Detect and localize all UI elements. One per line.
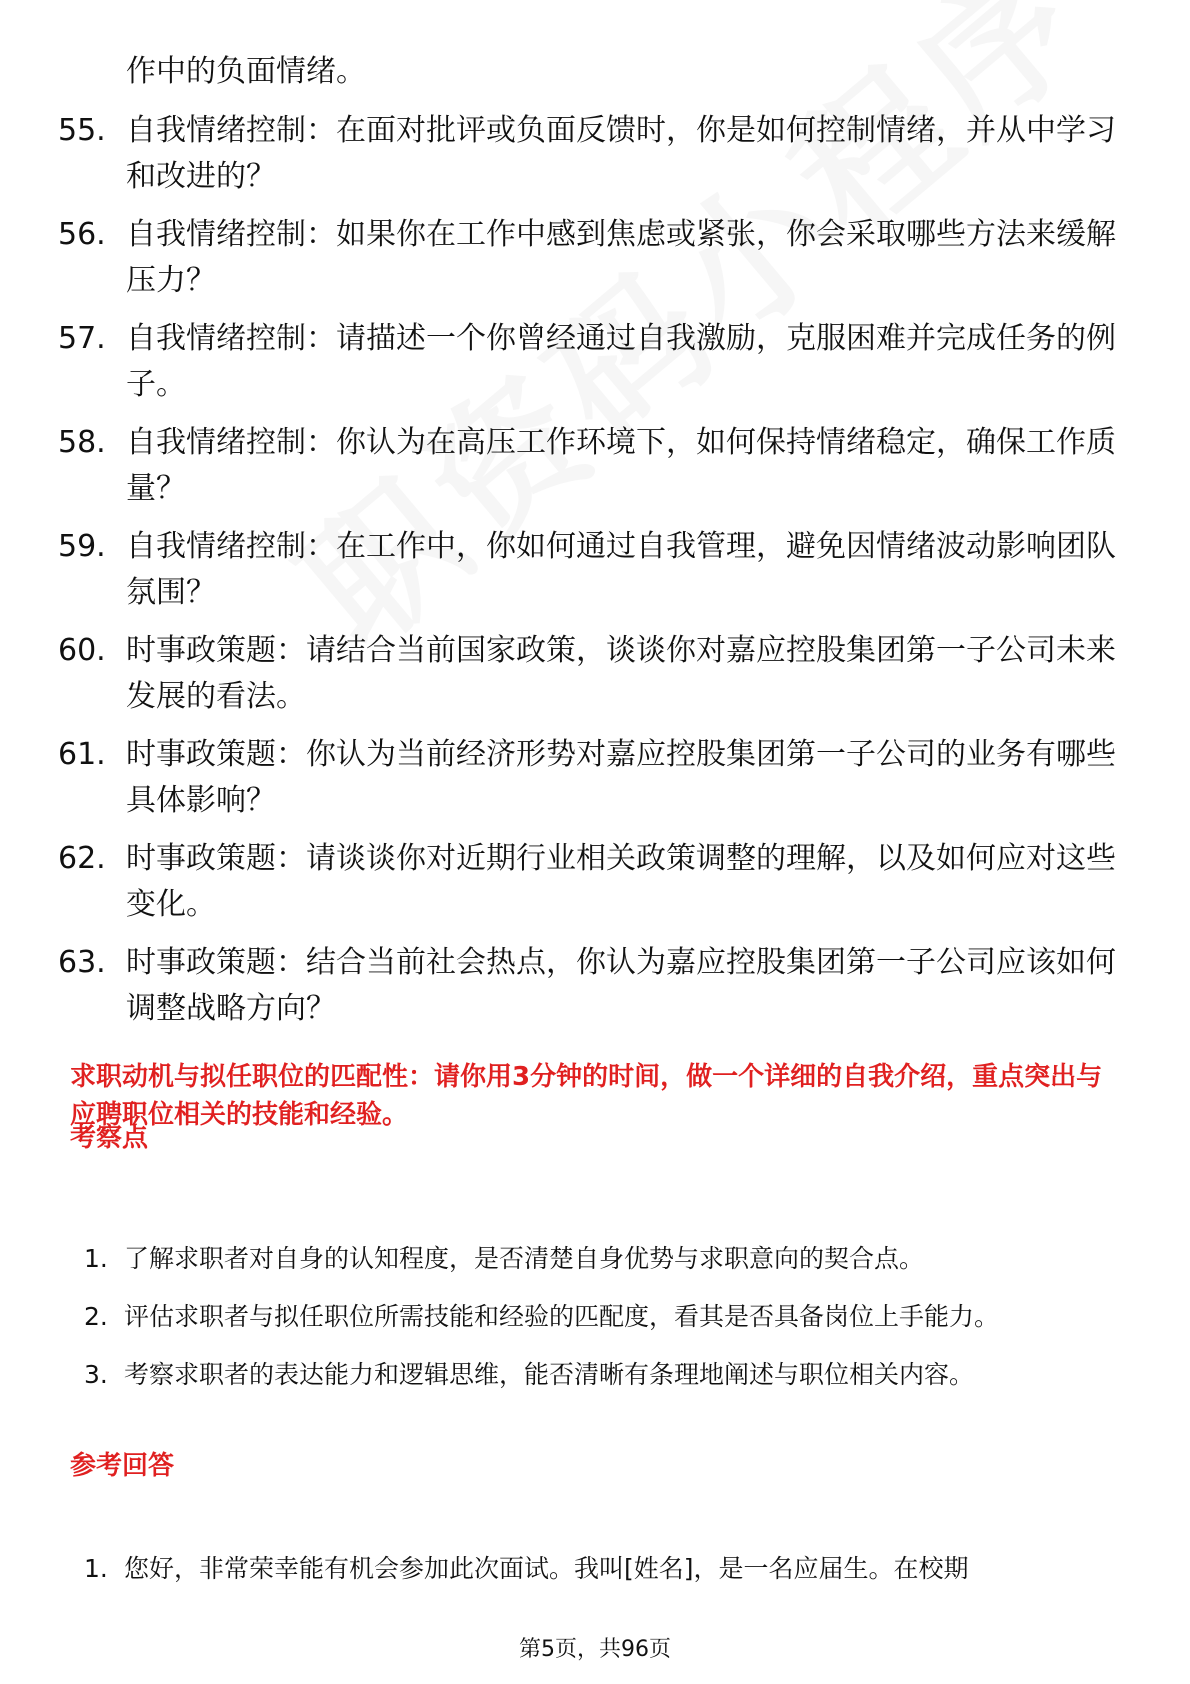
question-number: 58. — [58, 425, 106, 460]
question-number: 59. — [58, 529, 106, 564]
question-number: 60. — [58, 633, 106, 668]
question-item — [58, 940, 1118, 1032]
assessment-item — [84, 1230, 1124, 1288]
question-item — [58, 628, 1118, 720]
question-text: 自我情绪控制：你认为在高压工作环境下，如何保持情绪稳定，确保工作质量？ — [126, 425, 1116, 506]
assessment-list — [84, 1230, 1124, 1404]
question-text: 自我情绪控制：请描述一个你曾经通过自我激励，克服困难并完成任务的例子。 — [126, 321, 1116, 402]
question-text: 自我情绪控制：如果你在工作中感到焦虑或紧张，你会采取哪些方法来缓解压力？ — [126, 217, 1116, 298]
question-number: 57. — [58, 321, 106, 356]
question-number: 63. — [58, 945, 106, 980]
question-item — [58, 732, 1118, 824]
reference-list — [84, 1540, 1124, 1598]
question-text: 自我情绪控制：在面对批评或负面反馈时，你是如何控制情绪，并从中学习和改进的？ — [126, 113, 1116, 194]
reference-item — [84, 1540, 1124, 1598]
question-item — [58, 316, 1118, 408]
question-number: 62. — [58, 841, 106, 876]
assessment-item — [84, 1346, 1124, 1404]
question-number: 55. — [58, 113, 106, 148]
question-item — [58, 108, 1118, 200]
question-item — [58, 212, 1118, 304]
question-item — [58, 524, 1118, 616]
question-text: 时事政策题：请结合当前国家政策，谈谈你对嘉应控股集团第一子公司未来发展的看法。 — [126, 633, 1116, 714]
assessment-number: 1. — [84, 1244, 108, 1273]
question-text: 时事政策题：请谈谈你对近期行业相关政策调整的理解，以及如何应对这些变化。 — [126, 841, 1116, 922]
question-list — [58, 108, 1118, 1044]
assessment-text: 评估求职者与拟任职位所需技能和经验的匹配度，看其是否具备岗位上手能力。 — [124, 1302, 1000, 1331]
question-number: 61. — [58, 737, 106, 772]
question-text: 时事政策题：结合当前社会热点，你认为嘉应控股集团第一子公司应该如何调整战略方向？ — [126, 945, 1116, 1026]
question-text: 自我情绪控制：在工作中，你如何通过自我管理，避免因情绪波动影响团队氛围？ — [126, 529, 1116, 610]
assessment-text: 考察求职者的表达能力和逻辑思维，能否清晰有条理地阐述与职位相关内容。 — [124, 1360, 975, 1389]
assessment-text: 了解求职者对自身的认知程度，是否清楚自身优势与求职意向的契合点。 — [124, 1244, 925, 1273]
reference-text: 您好，非常荣幸能有机会参加此次面试。我叫[姓名]，是一名应届生。在校期 — [124, 1554, 969, 1583]
assessment-number: 3. — [84, 1360, 108, 1389]
question-item — [58, 836, 1118, 928]
page-footer: 第5页，共96页 — [519, 1637, 671, 1662]
assessment-heading: 考察点 — [70, 1123, 149, 1153]
question-number: 56. — [58, 217, 106, 252]
reference-heading: 参考回答 — [70, 1451, 175, 1481]
carry-over-text: 作中的负面情绪。 — [126, 54, 366, 89]
question-item — [58, 420, 1118, 512]
featured-question: 求职动机与拟任职位的匹配性：请你用3分钟的时间，做一个详细的自我介绍，重点突出与应聘职位相关的技能和经验。 — [70, 1062, 1103, 1130]
assessment-item — [84, 1288, 1124, 1346]
question-text: 时事政策题：你认为当前经济形势对嘉应控股集团第一子公司的业务有哪些具体影响？ — [126, 737, 1116, 818]
reference-number: 1. — [84, 1554, 108, 1583]
assessment-number: 2. — [84, 1302, 108, 1331]
